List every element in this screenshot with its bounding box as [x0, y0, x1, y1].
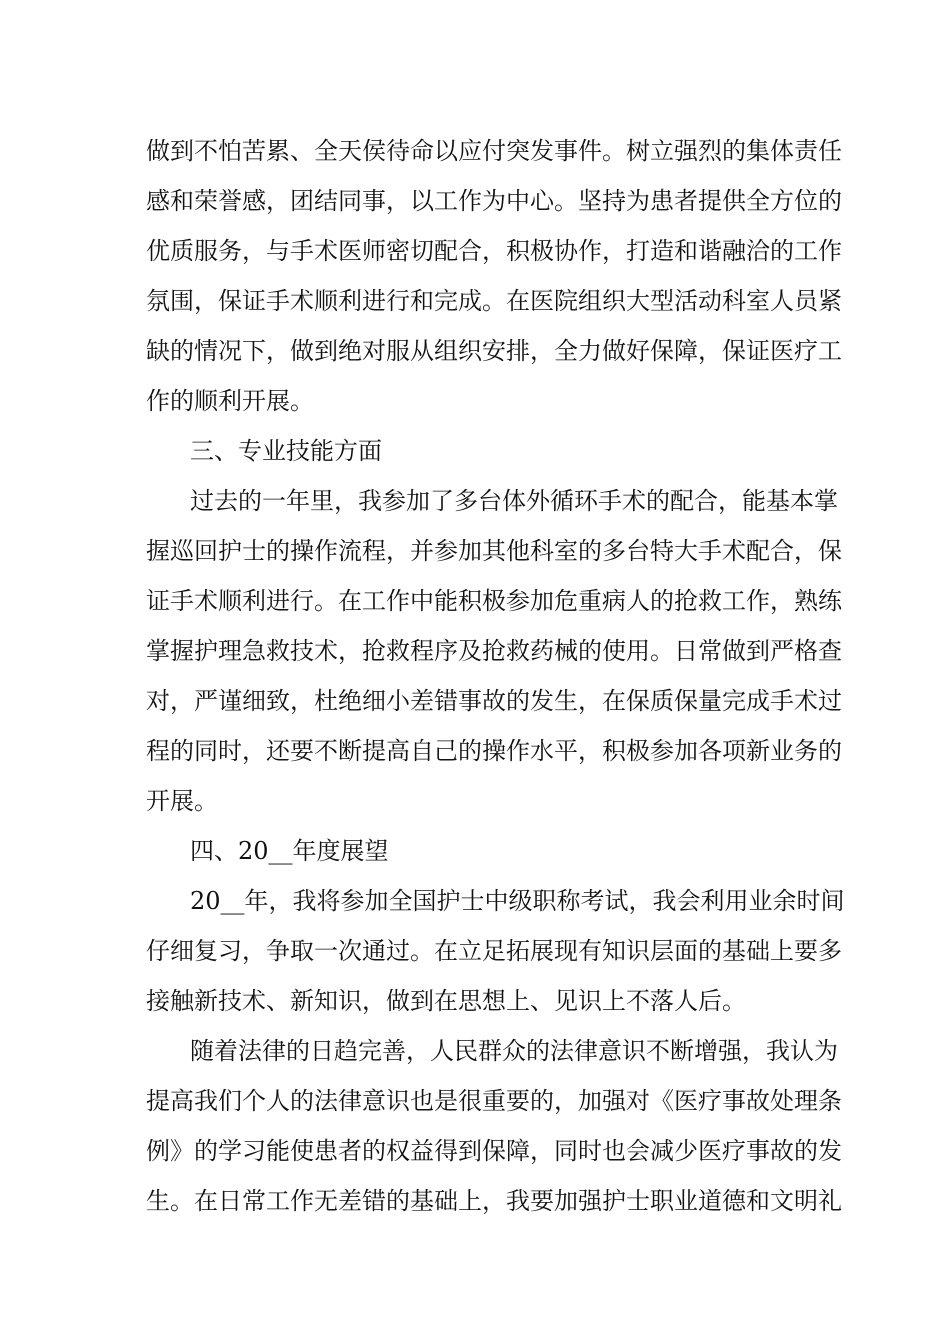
text-line: 20__年，我将参加全国护士中级职称考试，我会利用业余时间	[190, 887, 845, 915]
text-line: 生。在日常工作无差错的基础上，我要加强护士职业道德和文明礼	[146, 1187, 842, 1215]
text-line: 缺的情况下，做到绝对服从组织安排，全力做好保障，保证医疗工	[146, 337, 842, 365]
text-line: 掌握护理急救技术，抢救程序及抢救药械的使用。日常做到严格查	[146, 637, 842, 665]
text-line: 程的同时，还要不断提高自己的操作水平，积极参加各项新业务的	[146, 737, 842, 765]
text-line: 作的顺利开展。	[146, 387, 314, 415]
section-heading: 四、20__年度展望	[190, 837, 389, 865]
text-line: 接触新技术、新知识，做到在思想上、见识上不落人后。	[146, 987, 746, 1015]
text-line: 氛围，保证手术顺利进行和完成。在医院组织大型活动科室人员紧	[146, 287, 842, 315]
text-line: 做到不怕苦累、全天侯待命以应付突发事件。树立强烈的集体责任	[146, 137, 842, 165]
text-line: 握巡回护士的操作流程，并参加其他科室的多台特大手术配合，保	[146, 537, 842, 565]
text-line: 证手术顺利进行。在工作中能积极参加危重病人的抢救工作，熟练	[146, 587, 842, 615]
text-line: 仔细复习，争取一次通过。在立足拓展现有知识层面的基础上要多	[146, 937, 842, 965]
text-line: 优质服务，与手术医师密切配合，积极协作，打造和谐融洽的工作	[146, 237, 842, 265]
section-heading: 三、专业技能方面	[190, 437, 382, 465]
text-line: 对，严谨细致，杜绝细小差错事故的发生，在保质保量完成手术过	[146, 687, 842, 715]
text-line: 过去的一年里，我参加了多台体外循环手术的配合，能基本掌	[190, 487, 838, 515]
text-line: 随着法律的日趋完善，人民群众的法律意识不断增强，我认为	[190, 1037, 838, 1065]
text-line: 感和荣誉感，团结同事，以工作为中心。坚持为患者提供全方位的	[146, 187, 842, 215]
text-line: 提高我们个人的法律意识也是很重要的，加强对《医疗事故处理条	[146, 1087, 842, 1115]
text-line: 例》的学习能使患者的权益得到保障，同时也会减少医疗事故的发	[146, 1137, 842, 1165]
text-line: 开展。	[146, 787, 218, 815]
